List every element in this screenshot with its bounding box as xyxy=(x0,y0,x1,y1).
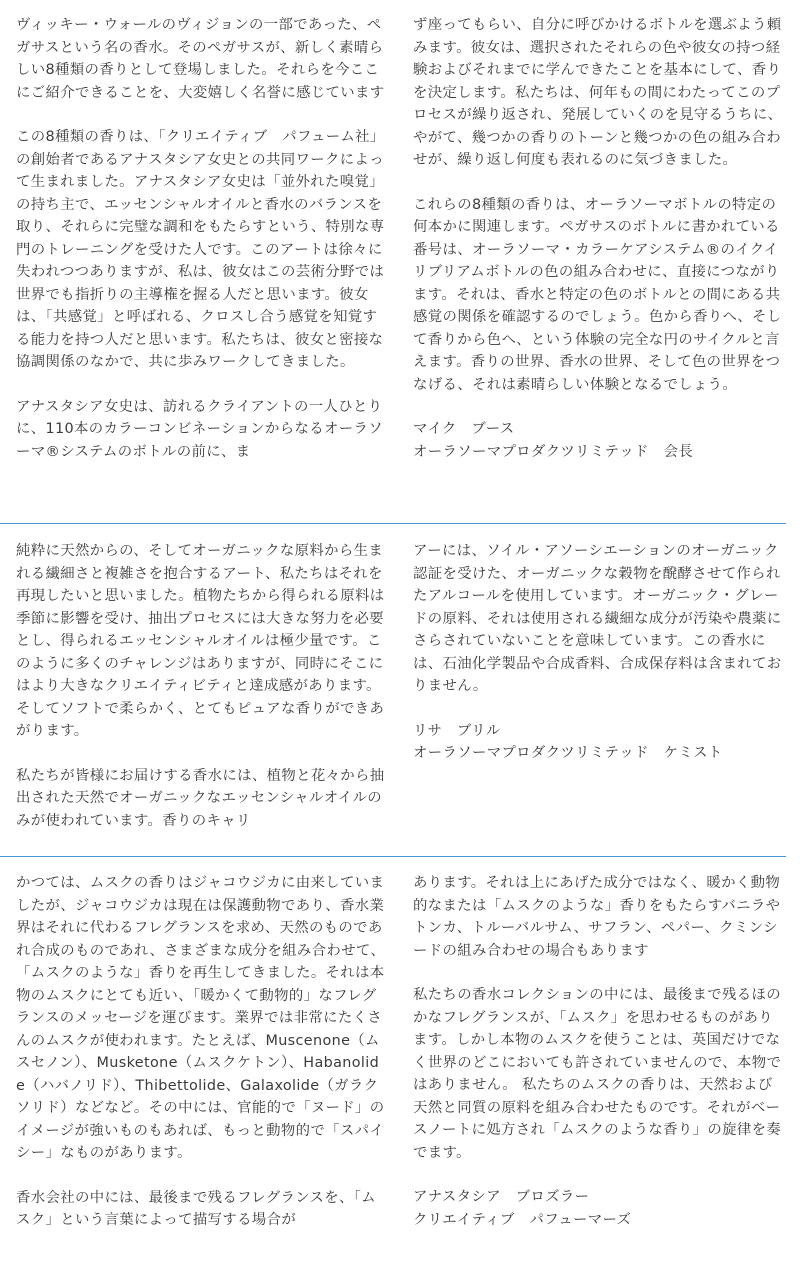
musk-paragraph-2: 香水会社の中には、最後まで残るフレグランスを、「ムスク」という言葉によって描写する場合が xyxy=(16,1189,377,1228)
section-musk xyxy=(0,872,800,1262)
section-intro xyxy=(0,14,800,514)
musk-left-column xyxy=(16,872,388,1254)
ingredients-left-column xyxy=(16,540,388,840)
musk-right-column xyxy=(413,872,785,1231)
signature-title: オーラソーマプロダクツリミテッド ケミスト xyxy=(413,745,723,761)
signature-name: マイク ブース xyxy=(413,421,515,437)
section-divider xyxy=(0,523,786,524)
intro-paragraph-3: アナスタシア女史は、訪れるクライアントの一人ひとりに、110本のカラーコンビネーションからなるオーラソーマ®システムのボトルの前に、ま xyxy=(16,398,383,460)
musk-paragraph-1: かつては、ムスクの香りはジャコウジカに由来していましたが、ジャコウジカは現在は保護動物であり、香水業界はそれに代わるフレグランスを求め、天然のものであれ合成のものであれ、さまざまな成分を組み合わせて、「ムスクのような」香りを再生してきました。それは本物のムスクにとても近い、「暖かくて動物的」なフレグランスのメッセージを運びます。業界では非常にたくさんのムスクが使われます。たとえば、Muscenone（ムスセノン）、Musketone（ムスクケトン）、Habanolide（ハバノリド）、Thibettolide、Galaxolide（ガラクソリド）などなど。その中には、官能的で「ヌード」のイメージが強いものもあれば、もっと動物的で「スパイシー」なものがあります。 xyxy=(16,875,386,1161)
intro-paragraph-1: ヴィッキー・ウォールのヴィジョンの一部であった、ペガサスという名の香水。そのペガサスが、新しく素晴らしい8種類の香りとして登場しました。それらを今ここにご紹介できることを、大変嬉しく名誉に感じています xyxy=(16,17,385,101)
signature-title: オーラソーマプロダクツリミテッド 会長 xyxy=(413,443,694,460)
ingredients-paragraph-2: 私たちが皆様にお届けする香水には、植物と花々から抽出された天然でオーガニックなエッセンシャルオイルのみが使われています。香りのキャリ xyxy=(16,767,385,829)
signature-title: クリエイティブ パフューマーズ xyxy=(413,1211,632,1228)
ingredients-paragraph-3: アーには、ソイル・アソーシエーションのオーガニック認証を受けた、オーガニックな穀物を醗酵させて作られたアルコールを使用しています。オーガニック・グレードの原料、それは使用される繊細な成分が汚染や農薬にさらされていないことを意味しています。この香水には、石油化学製品や合成香料、合成保存料は含まれておりません。 xyxy=(413,543,782,694)
signature-name: リサ ブリル xyxy=(413,722,501,739)
signature-name: アナスタシア ブロズラー xyxy=(413,1189,590,1205)
section-divider xyxy=(0,856,786,857)
musk-paragraph-3: あります。それは上にあげた成分ではなく、暖かく動物的なまたは「ムスクのような」香りをもたらすバニラやトンカ、トルーバルサム、サフラン、ペパー、クミンシードの組み合わせの場合もあります xyxy=(413,875,781,959)
ingredients-paragraph-1: 純粋に天然からの、そしてオーガニックな原料から生まれる繊細さと複雑さを抱合するアート、私たちはそれを再現したいと思いました。植物たちから得られる原料は季節に影響を受け、抽出プロセスには大きな努力を必要とし、得られるエッセンシャルオイルは極少量です。このように多くのチャレンジはありますが、同時にそこにはより大きなクリエイティビティと達成感があります。そしてソフトで柔らかく、とてもピュアな香りができあがります。 xyxy=(16,543,385,739)
intro-paragraph-4: ず座ってもらい、自分に呼びかけるボトルを選ぶよう頼みます。彼女は、選択されたそれらの色や彼女の持つ経験およびそれまでに学んできたことを基本にして、香りを決定します。私たちは、何年もの間にわたってこのプロセスが繰り返され、発展していくのを見守るうちに、やがて、幾つかの香りのトーンと幾つかの色の組み合わせが、繰り返し何度も表れるのに気づきました。 xyxy=(413,17,783,168)
intro-paragraph-2: この8種類の香りは、「クリエイティブ パフューム社」の創始者であるアナスタシア女史との共同ワークによって生まれました。アナスタシア女史は「並外れた嗅覚」の持ち主で、エッセンシャルオイルと香水のバランスを取り、それらに完璧な調和をもたらすという、特別な専門のトレーニングを受けた人です。このアートは徐々に失われつつありますが、私は、彼女はこの芸術分野では世界でも指折りの主導権を握る人だと思います。彼女は、「共感覚」と呼ばれる、クロスし合う感覚を知覚する能力を持つ人だと思います。私たちは、彼女と密接な協調関係のなかで、共に歩みワークしてきました。 xyxy=(16,129,385,370)
intro-right-column xyxy=(413,14,785,463)
ingredients-right-column xyxy=(413,540,785,765)
musk-paragraph-4: 私たちの香水コレクションの中には、最後まで残るほのかなフレグランスが、「ムスク」を思わせるものがあります。しかし本物のムスクを使うことは、英国だけでなく世界のどこにおいても許されていませんので、本物ではありません。 私たちのムスクの香りは、天然および天然と同質の原料を組み合わせたものです。それがベースノートに処方され「ムスクのような香り」の旋律を奏でます。 xyxy=(413,987,782,1161)
intro-left-column xyxy=(16,14,388,485)
section-ingredients xyxy=(0,540,800,840)
intro-paragraph-5: これらの8種類の香りは、オーラソーマボトルの特定の何本かに関連します。ペガサスのボトルに書かれている番号は、オーラソーマ・カラーケアシステム®のイクイリブリアムボトルの色の組み合わせに、直接につながります。それは、香水と特定の色のボトルとの間にある共感覚の関係を確認するのでしょう。色から香りへ、そして香りから色へ、という体験の完全な円のサイクルと言えます。香りの世界、香水の世界、そして色の世界をつなげる、それは素晴らしい体験となるでしょう。 xyxy=(413,196,782,393)
